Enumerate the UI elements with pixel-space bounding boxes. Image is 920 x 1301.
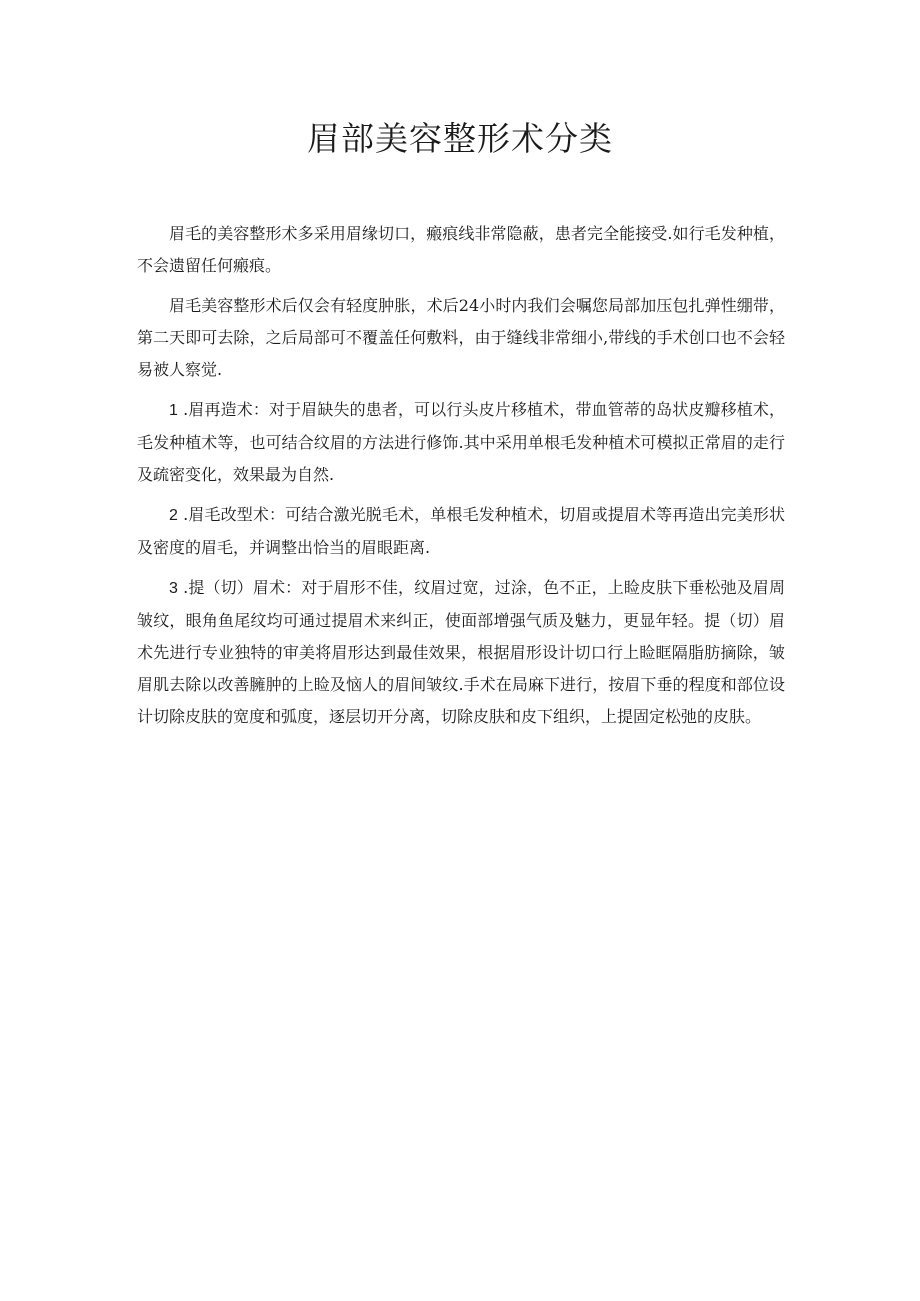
list-item-text: .提（切）眉术：对于眉形不佳，纹眉过宽，过涂，色不正，上睑皮肤下垂松弛及眉周皱纹，眼角鱼尾纹均可通过提眉术来纠正，使面部增强气质及魅力，更显年轻。提（切）眉术先进行专业独特的审美将眉形达到最佳效果，根据眉形设计切口行上睑眶隔脂肪摘除，皱眉肌去除以改善臃肿的上睑及恼人的眉间皱纹.手术在局麻下进行，按眉下垂的程度和部位设计切除皮肤的宽度和弧度，逐层切开分离，切除皮肤和皮下组织，上提固定松弛的皮肤。 xyxy=(137,578,785,726)
paragraph-incision: 眉毛的美容整形术多采用眉缘切口，瘢痕线非常隐蔽，患者完全能接受.如行毛发种植，不会遗留任何瘢痕。 xyxy=(137,224,785,275)
list-item-text: .眉再造术：对于眉缺失的患者，可以行头皮片移植术，带血管蒂的岛状皮瓣移植术，毛发种植术等，也可结合纹眉的方法进行修饰.其中采用单根毛发种植术可模拟正常眉的走行及疏密变化，效果最为自然. xyxy=(137,400,785,484)
paragraph-aftercare: 眉毛美容整形术后仅会有轻度肿胀，术后24小时内我们会嘱您局部加压包扎弹性绷带，第二天即可去除，之后局部可不覆盖任何敷料，由于缝线非常细小,带线的手术创口也不会轻易被人察觉. xyxy=(137,296,785,379)
list-item-number: 3 xyxy=(169,580,178,597)
list-item-text: .眉毛改型术：可结合激光脱毛术，单根毛发种植术，切眉或提眉术等再造出完美形状及密度的眉毛，并调整出恰当的眉眼距离. xyxy=(137,505,785,557)
list-item-eyebrow-reconstruction xyxy=(137,394,785,491)
list-item-number: 2 xyxy=(169,507,178,524)
list-item-number: 1 xyxy=(169,402,178,419)
list-item-brow-lift xyxy=(137,572,785,733)
page-title: 眉部美容整形术分类 xyxy=(307,119,613,158)
list-item-eyebrow-reshaping xyxy=(137,499,785,564)
document-body xyxy=(137,218,785,741)
